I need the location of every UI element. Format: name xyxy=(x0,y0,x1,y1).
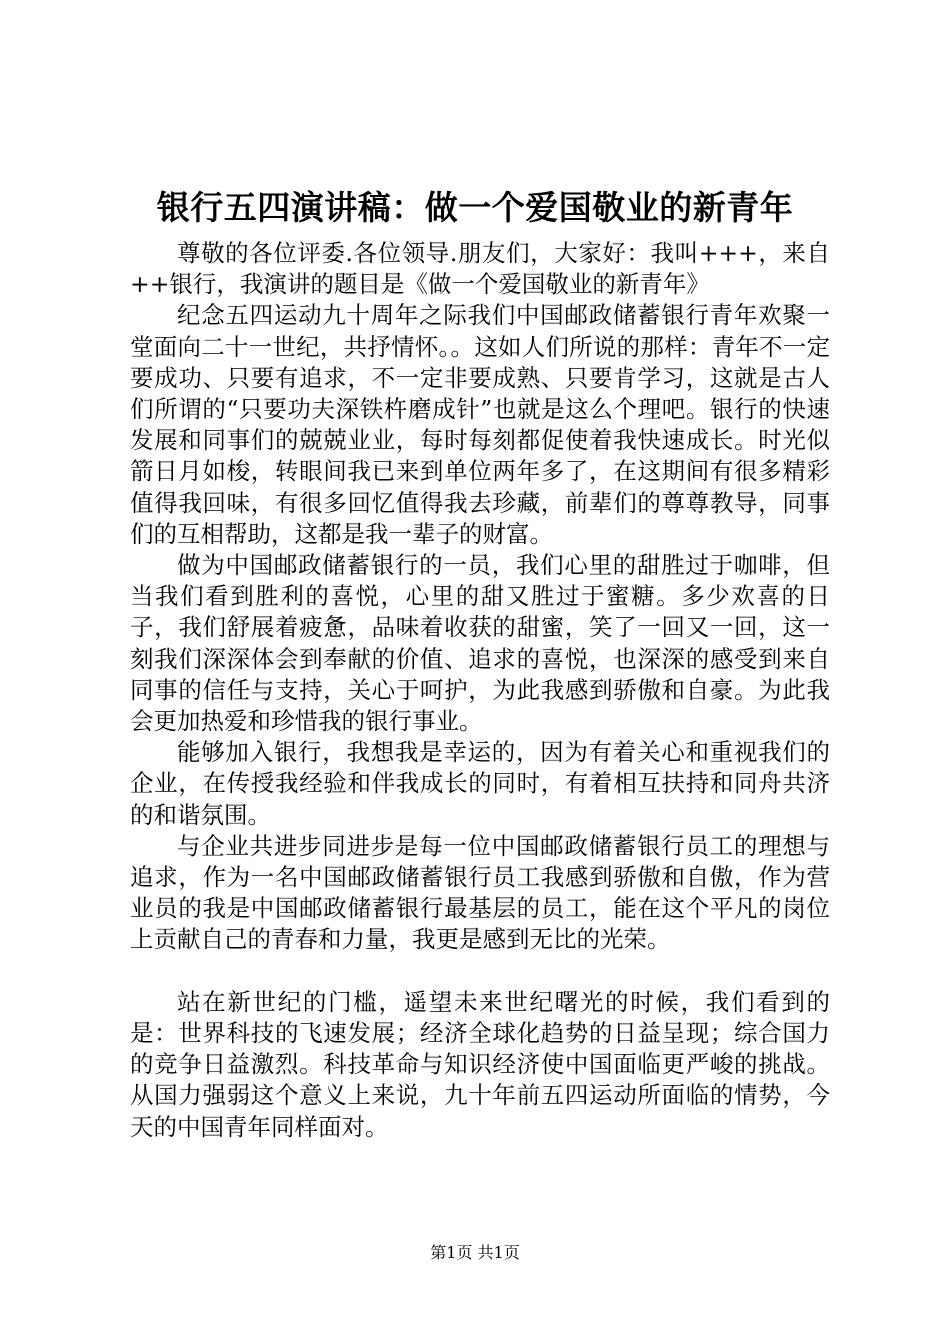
page-footer: 第1页 共1页 xyxy=(430,1243,520,1262)
paragraph-spacer xyxy=(130,956,830,987)
paragraph-anniversary: 纪念五四运动九十周年之际我们中国邮政储蓄银行青年欢聚一堂面向二十一世纪，共抒情怀。。这如人们所说的那样：青年不一定要成功、只要有追求，不一定非要成熟、只要肯学习，这就是古人们所谓的“只要功夫深铁杵磨成针”也就是这么个理吧。银行的快速发展和同事们的兢兢业业，每时每刻都促使着我快速成长。时光似箭日月如梭，转眼间我已来到单位两年多了，在这期间有很多精彩值得我回味，有很多回忆值得我去珍藏，前辈们的尊尊教导，同事们的互相帮助，这都是我一辈子的财富。 xyxy=(130,301,830,548)
paragraph-joining: 能够加入银行，我想我是幸运的，因为有着关心和重视我们的企业，在传授我经验和伴我成长的同时，有着相互扶持和同舟共济的和谐氛围。 xyxy=(130,738,830,829)
paragraph-new-century: 站在新世纪的门槛，遥望未来世纪曙光的时候，我们看到的是：世界科技的飞速发展；经济全球化趋势的日益呈现；综合国力的竞争日益激烈。科技革命与知识经济使中国面临更严峻的挑战。从国力强弱这个意义上来说，九十年前五四运动所面临的情势，今天的中国青年同样面对。 xyxy=(130,987,830,1141)
paragraph-member: 做为中国邮政储蓄银行的一员，我们心里的甜胜过于咖啡，但当我们看到胜利的喜悦，心里的甜又胜过于蜜糖。多少欢喜的日子，我们舒展着疲惫，品味着收获的甜蜜，笑了一回又一回，这一刻我们深深体会到奉献的价值、追求的喜悦，也深深的感受到来自同事的信任与支持，关心于呵护，为此我感到骄傲和自豪。为此我会更加热爱和珍惜我的银行事业。 xyxy=(130,551,830,736)
document-title: 银行五四演讲稿：做一个爱国敬业的新青年 xyxy=(156,188,794,227)
paragraph-progress: 与企业共进步同进步是每一位中国邮政储蓄银行员工的理想与追求，作为一名中国邮政储蓄银行员工我感到骄傲和自傲，作为营业员的我是中国邮政储蓄银行最基层的员工，能在这个平凡的岗位上贡献自己的青春和力量，我更是感到无比的光荣。 xyxy=(130,831,830,954)
document-body xyxy=(130,238,830,1143)
paragraph-greeting: 尊敬的各位评委.各位领导.朋友们，大家好：我叫+++，来自++银行，我演讲的题目是《做一个爱国敬业的新青年》 xyxy=(130,239,830,299)
